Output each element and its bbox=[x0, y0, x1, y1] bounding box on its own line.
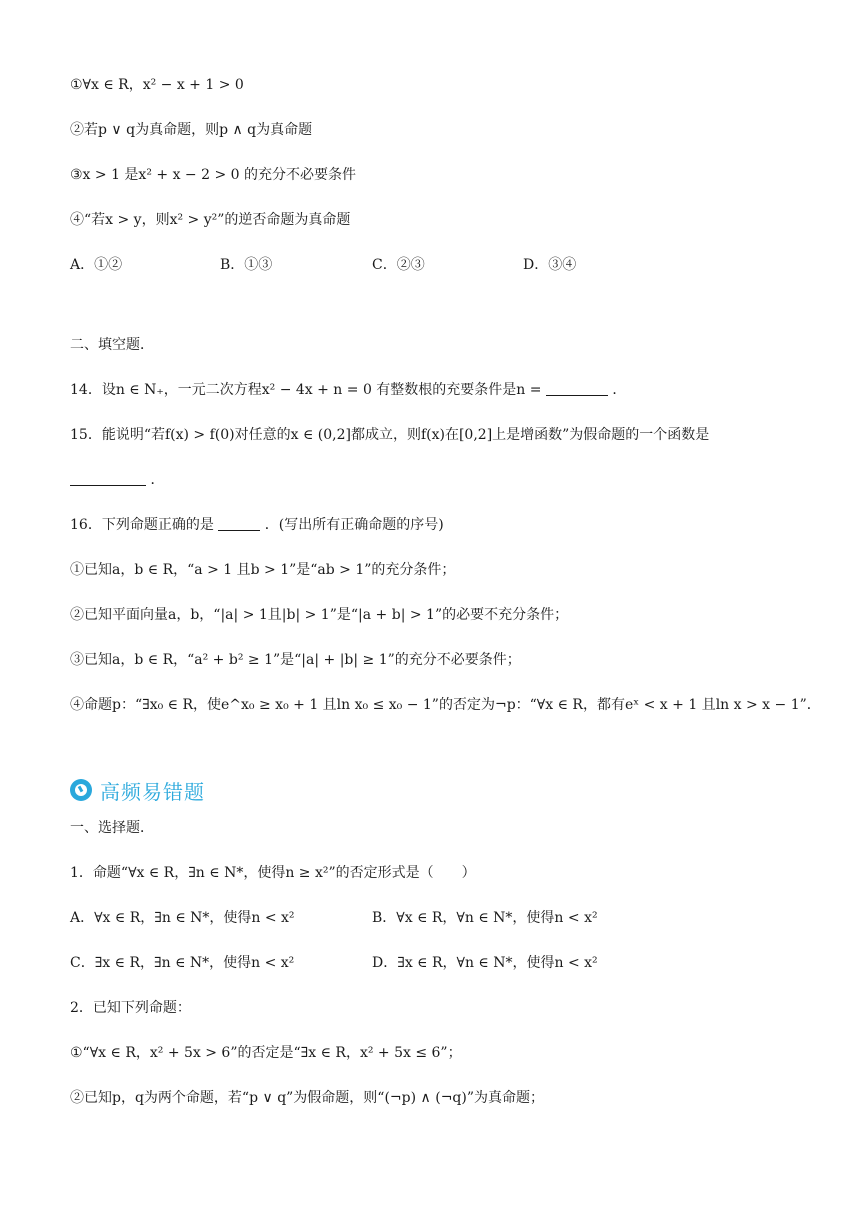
q14-text: 14．设n ∈ N₊，一元二次方程x² − 4x + n = 0 有整数根的充要条件是n = bbox=[70, 382, 542, 398]
pencil-badge-icon bbox=[70, 779, 92, 801]
question-16 bbox=[70, 515, 444, 535]
q13-option-a: A．①② bbox=[70, 257, 123, 273]
q2-item-2: ②已知p，q为两个命题，若“p ∨ q”为假命题，则“(¬p) ∧ (¬q)”为真命题； bbox=[70, 1090, 545, 1106]
q13-option-d: D．③④ bbox=[523, 257, 577, 273]
q13-item-2: ②若p ∨ q为真命题，则p ∧ q为真命题 bbox=[70, 122, 313, 138]
q1-option-a: A．∀x ∈ R，∃n ∈ N*，使得n < x² bbox=[70, 910, 295, 926]
q13-option-c: C．②③ bbox=[372, 257, 425, 273]
section-banner-title: 高频易错题 bbox=[100, 779, 205, 804]
q15-end: ． bbox=[150, 472, 165, 488]
question-1: 1．命题“∀x ∈ R，∃n ∈ N*，使得n ≥ x²”的否定形式是（ ） bbox=[70, 865, 476, 881]
q13-item-4: ④“若x > y，则x² > y²”的逆否命题为真命题 bbox=[70, 212, 351, 228]
q16-item-2: ②已知平面向量a，b，“|a| > 1且|b| > 1”是“|a + b| > 1”的必要不充分条件； bbox=[70, 607, 569, 623]
question-15: 15．能说明“若f(x) > f(0)对任意的x ∈ (0,2]都成立，则f(x)在[0,2]上是增函数”为假命题的一个函数是 bbox=[70, 427, 710, 443]
q16-item-4: ④命题p：“∃x₀ ∈ R，使e^x₀ ≥ x₀ + 1 且ln x₀ ≤ x₀ − 1”的否定为¬p：“∀x ∈ R，都有eˣ < x + 1 且ln x > x − 1”． bbox=[70, 697, 821, 713]
q14-answer-blank[interactable] bbox=[546, 381, 608, 396]
q14-end: ． bbox=[612, 382, 627, 398]
q16-tail: ．(写出所有正确命题的序号) bbox=[264, 517, 444, 533]
q13-option-b: B．①③ bbox=[220, 257, 273, 273]
q2-item-1: ①“∀x ∈ R，x² + 5x > 6”的否定是“∃x ∈ R，x² + 5x ≤ 6”； bbox=[70, 1045, 462, 1061]
q1-option-d: D．∃x ∈ R，∀n ∈ N*，使得n < x² bbox=[372, 955, 598, 971]
question-2: 2．已知下列命题： bbox=[70, 1000, 191, 1016]
q16-text: 16．下列命题正确的是 bbox=[70, 517, 214, 533]
q13-item-1: ①∀x ∈ R，x² − x + 1 > 0 bbox=[70, 77, 244, 93]
question-15-answer bbox=[70, 470, 164, 490]
q13-item-3: ③x > 1 是x² + x − 2 > 0 的充分不必要条件 bbox=[70, 167, 356, 183]
q16-answer-blank[interactable] bbox=[218, 516, 260, 531]
q15-answer-blank[interactable] bbox=[70, 471, 146, 486]
q1-option-b: B．∀x ∈ R，∀n ∈ N*，使得n < x² bbox=[372, 910, 598, 926]
q1-option-c: C．∃x ∈ R，∃n ∈ N*，使得n < x² bbox=[70, 955, 295, 971]
q16-item-3: ③已知a，b ∈ R，“a² + b² ≥ 1”是“|a| + |b| ≥ 1”的充分不必要条件； bbox=[70, 652, 521, 668]
section-choice-title: 一、选择题． bbox=[70, 820, 154, 836]
section-banner bbox=[70, 776, 205, 804]
section-fill-in-title: 二、填空题． bbox=[70, 337, 154, 353]
question-14 bbox=[70, 380, 626, 400]
q16-item-1: ①已知a，b ∈ R，“a > 1 且b > 1”是“ab > 1”的充分条件； bbox=[70, 562, 456, 578]
